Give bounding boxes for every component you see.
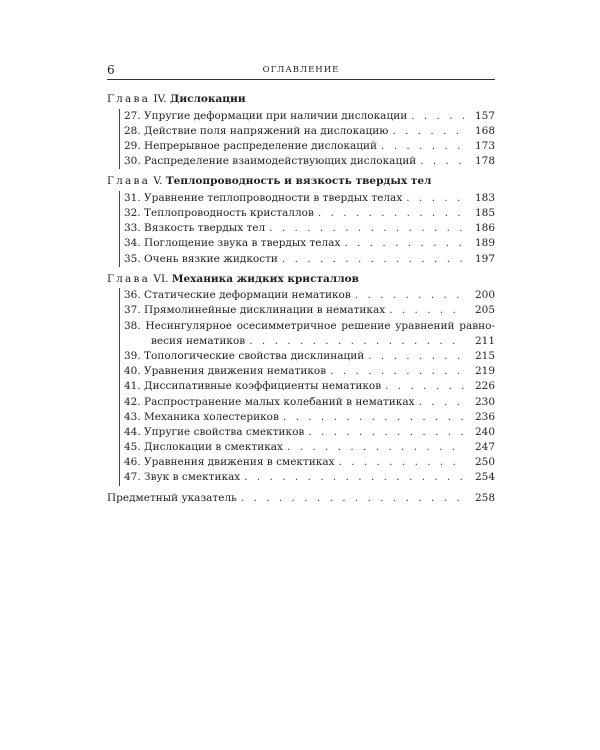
- dot-leader: [241, 490, 465, 506]
- toc-entry-label-line2: [124, 334, 495, 349]
- toc-entry[interactable]: [120, 206, 495, 221]
- chapter-numeral: V.: [153, 175, 163, 188]
- toc-entry[interactable]: [120, 410, 495, 425]
- toc-entry-page: 157: [474, 109, 495, 122]
- running-head: [107, 63, 495, 77]
- toc-entry[interactable]: [120, 319, 495, 349]
- toc-entry[interactable]: [120, 191, 495, 206]
- header-title: ОГЛАВЛЕНИЕ: [262, 65, 340, 75]
- toc-entry[interactable]: [120, 425, 495, 440]
- chapter-entries: [119, 191, 495, 267]
- toc-entry-label: 29. Непрерывное распределение дислокаций: [124, 139, 378, 152]
- toc-entry[interactable]: [120, 236, 495, 251]
- page-number: 6: [107, 63, 115, 77]
- dot-leader: [389, 303, 465, 318]
- toc-entry-label: 37. Прямолинейные дисклинации в нематиках: [124, 304, 386, 317]
- dot-leader: [381, 139, 465, 154]
- chapter-numeral: IV.: [153, 93, 167, 105]
- dot-leader: [344, 236, 465, 251]
- dot-leader: [283, 410, 465, 425]
- dot-leader: [392, 124, 465, 139]
- dot-leader: [385, 379, 465, 394]
- chapter-entries: [119, 109, 495, 170]
- dot-leader: [287, 440, 465, 455]
- toc-entry-page: 211: [474, 334, 495, 347]
- toc-entry[interactable]: [120, 455, 495, 470]
- toc-entry-page: 247: [474, 441, 495, 454]
- toc-entry[interactable]: [120, 109, 495, 124]
- toc-entry-label: 30. Распределение взаимодействующих дислокаций: [124, 155, 417, 168]
- chapter-title: Дислокации: [169, 93, 246, 105]
- toc-entry-label: 43. Механика холестериков: [124, 410, 279, 423]
- toc-entry[interactable]: [120, 139, 495, 154]
- toc-entry-label: 41. Диссипативные коэффициенты нематиков: [124, 380, 382, 393]
- chapter-title: Теплопроводность и вязкость твердых тел: [165, 175, 432, 188]
- toc-entry-label: 40. Уравнения движения нематиков: [124, 365, 327, 378]
- toc-entry-label: 32. Теплопроводность кристаллов: [124, 206, 314, 219]
- toc-entry-page: 205: [474, 304, 495, 317]
- dot-leader: [368, 349, 465, 364]
- chapter-word: Глава: [107, 93, 151, 105]
- toc-entry-page: 230: [474, 395, 495, 408]
- toc-entry[interactable]: [120, 303, 495, 318]
- toc-entry[interactable]: [120, 440, 495, 455]
- toc-entry-page: 236: [474, 410, 495, 423]
- toc-entry-page: 215: [474, 349, 495, 362]
- subject-index-label: Предметный указатель: [107, 491, 237, 504]
- toc-entry[interactable]: [120, 124, 495, 139]
- dot-leader: [282, 252, 465, 267]
- toc-entry[interactable]: [120, 364, 495, 379]
- toc-entry-label: 39. Топологические свойства дисклинаций: [124, 349, 365, 362]
- dot-leader: [249, 334, 465, 349]
- chapter-numeral: VI.: [153, 272, 169, 285]
- dot-leader: [318, 206, 465, 221]
- toc-entry-label: 28. Действие поля напряжений на дислокацию: [124, 124, 389, 137]
- toc-entry[interactable]: [120, 379, 495, 394]
- toc-entry[interactable]: [120, 349, 495, 364]
- toc-entry-page: 226: [474, 380, 495, 393]
- dot-leader: [308, 425, 465, 440]
- subject-index-entry[interactable]: [107, 490, 495, 506]
- toc-entry-page: 173: [474, 139, 495, 152]
- toc-entry-label-line1: 38. Несингулярное осесимметричное решение уравнений равно-: [124, 319, 495, 332]
- toc-entry-page: 200: [474, 289, 495, 302]
- chapter-entries: [119, 288, 495, 485]
- dot-leader: [330, 364, 465, 379]
- dot-leader: [419, 395, 465, 410]
- dot-leader: [269, 221, 465, 236]
- toc-entry-label: 36. Статические деформации нематиков: [124, 289, 351, 302]
- toc-entry[interactable]: [120, 470, 495, 485]
- toc-entry-page: 240: [474, 425, 495, 438]
- toc-entry-page: 183: [474, 191, 495, 204]
- dot-leader: [420, 154, 465, 169]
- toc-entry-page: 189: [474, 237, 495, 250]
- toc-entry[interactable]: [120, 221, 495, 236]
- toc-entry-label: 35. Очень вязкие жидкости: [124, 252, 278, 265]
- chapter-title: Механика жидких кристаллов: [171, 272, 359, 285]
- toc-entry-page: 185: [474, 206, 495, 219]
- header-rule: [107, 79, 495, 80]
- toc-entry-page: 250: [474, 456, 495, 469]
- toc-entry[interactable]: [120, 395, 495, 410]
- toc-entry-label: 27. Упругие деформации при наличии дислокации: [124, 109, 408, 122]
- toc-entry-page: 197: [474, 252, 495, 265]
- toc-entry-label: 47. Звук в смектиках: [124, 471, 241, 484]
- dot-leader: [244, 470, 465, 485]
- toc-entry-label-continuation: весия нематиков: [151, 334, 246, 347]
- toc-entry-label: 46. Уравнения движения в смектиках: [124, 456, 335, 469]
- toc-entry-label: 42. Распространение малых колебаний в нематиках: [124, 395, 415, 408]
- toc-entry-page: 168: [474, 124, 495, 137]
- toc-entry-page: 186: [474, 222, 495, 235]
- toc-entry[interactable]: [120, 154, 495, 169]
- toc-entry[interactable]: [120, 288, 495, 303]
- toc-entry-label: 31. Уравнение теплопроводности в твердых телах: [124, 191, 403, 204]
- chapter-heading: [107, 271, 495, 289]
- toc-entry-page: 178: [474, 155, 495, 168]
- toc-entry-page: 254: [474, 471, 495, 484]
- chapter-word: Глава: [107, 272, 151, 285]
- dot-leader: [355, 288, 465, 303]
- dot-leader: [406, 191, 465, 206]
- chapter-heading: [107, 91, 495, 109]
- toc-entry-label: 45. Дислокации в смектиках: [124, 441, 283, 454]
- chapter-heading: [107, 173, 495, 191]
- toc-entry[interactable]: [120, 252, 495, 267]
- table-of-contents: [107, 91, 495, 506]
- toc-entry-page: 219: [474, 365, 495, 378]
- toc-entry-label: 44. Упругие свойства смектиков: [124, 425, 305, 438]
- dot-leader: [339, 455, 465, 470]
- chapter-word: Глава: [107, 175, 151, 188]
- subject-index-page: 258: [474, 491, 495, 504]
- dot-leader: [411, 109, 465, 124]
- toc-entry-label: 33. Вязкость твердых тел: [124, 222, 266, 235]
- toc-entry-label: 34. Поглощение звука в твердых телах: [124, 237, 341, 250]
